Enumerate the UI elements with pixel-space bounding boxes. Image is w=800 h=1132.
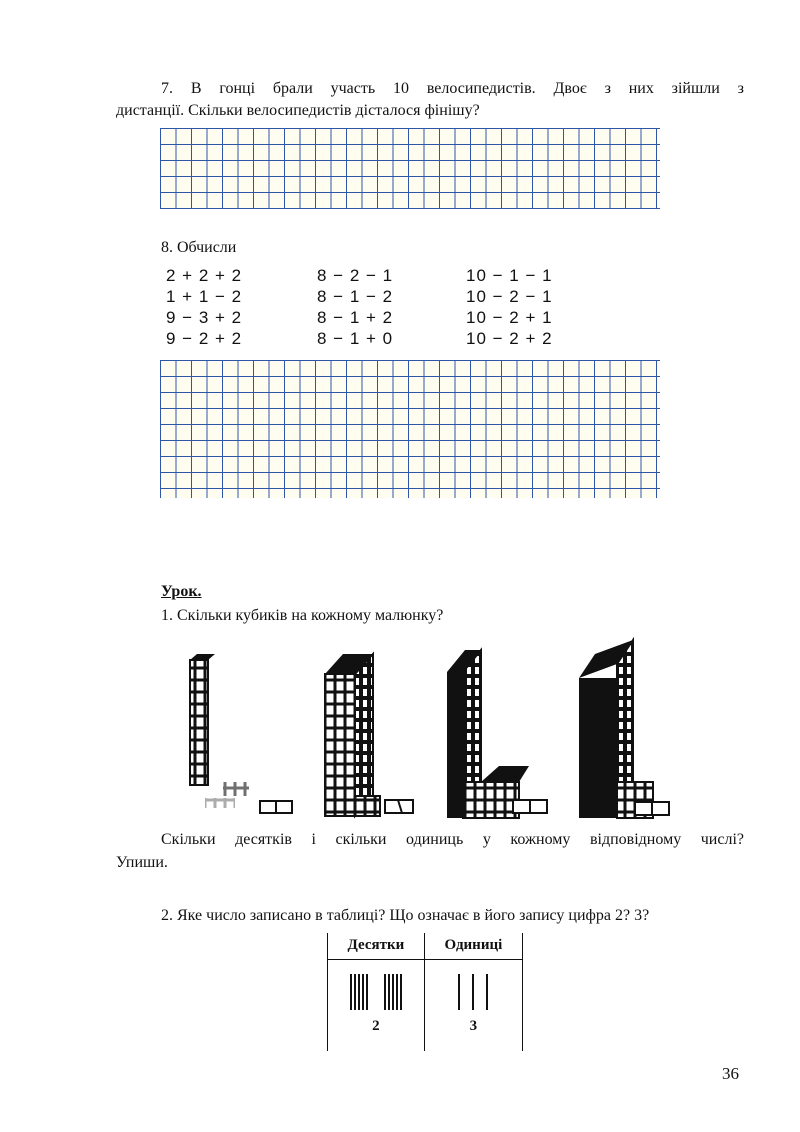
unit-sticks-icon bbox=[426, 974, 521, 1012]
question-1-followup-line2: Упиши. bbox=[116, 854, 168, 871]
expression: 2 + 2 + 2 bbox=[166, 266, 243, 285]
answer-grid-task8[interactable] bbox=[160, 358, 660, 500]
question-1-followup-line1: Скільки десятків і скільки одиниць у кожному відповідному числі? bbox=[161, 831, 744, 848]
expression: 1 + 1 − 2 bbox=[166, 287, 243, 306]
answer-grid-task7[interactable] bbox=[160, 126, 660, 211]
expression-column-2 bbox=[317, 265, 393, 349]
cube-figure-2 bbox=[325, 654, 413, 816]
cube-figure-1 bbox=[190, 654, 292, 813]
expression-column-3 bbox=[466, 265, 553, 349]
expression: 8 − 1 − 2 bbox=[317, 287, 394, 306]
question-2: 2. Яке число записано в таблиці? Що означає в його запису цифра 2? 3? bbox=[161, 907, 650, 924]
lesson-title: Урок. bbox=[161, 583, 202, 600]
expression: 10 − 1 − 1 bbox=[466, 266, 553, 285]
units-digit: 3 bbox=[469, 1017, 478, 1034]
cube-figure-4 bbox=[579, 640, 669, 818]
task7-line2: дистанції. Скільки велосипедистів дісталося фінішу? bbox=[116, 102, 480, 119]
expression: 8 − 2 − 1 bbox=[317, 266, 394, 285]
expression: 8 − 1 + 0 bbox=[317, 329, 394, 348]
units-cell bbox=[424, 959, 522, 1051]
tens-cell bbox=[328, 959, 425, 1051]
cube-figure-3 bbox=[447, 650, 547, 818]
expression-column-1 bbox=[166, 265, 242, 349]
expression: 8 − 1 + 2 bbox=[317, 308, 394, 327]
task7-line1: 7. В гонці брали участь 10 велосипедистів. Двоє з них зійшли з bbox=[161, 80, 744, 97]
expression: 10 − 2 + 1 bbox=[466, 308, 553, 327]
expression: 10 − 2 − 1 bbox=[466, 287, 553, 306]
ten-rods-icon bbox=[329, 974, 423, 1012]
expression: 10 − 2 + 2 bbox=[466, 329, 553, 348]
tens-digit: 2 bbox=[372, 1017, 380, 1034]
task8-heading: 8. Обчисли bbox=[161, 239, 237, 256]
header-tens: Десятки bbox=[328, 933, 425, 959]
header-units: Одиниці bbox=[424, 933, 522, 959]
place-value-table bbox=[327, 933, 523, 1051]
expression: 9 − 2 + 2 bbox=[166, 329, 243, 348]
page-number: 36 bbox=[722, 1064, 739, 1083]
cube-illustrations bbox=[185, 632, 675, 822]
question-1: 1. Скільки кубиків на кожному малюнку? bbox=[161, 607, 444, 624]
expression: 9 − 3 + 2 bbox=[166, 308, 243, 327]
